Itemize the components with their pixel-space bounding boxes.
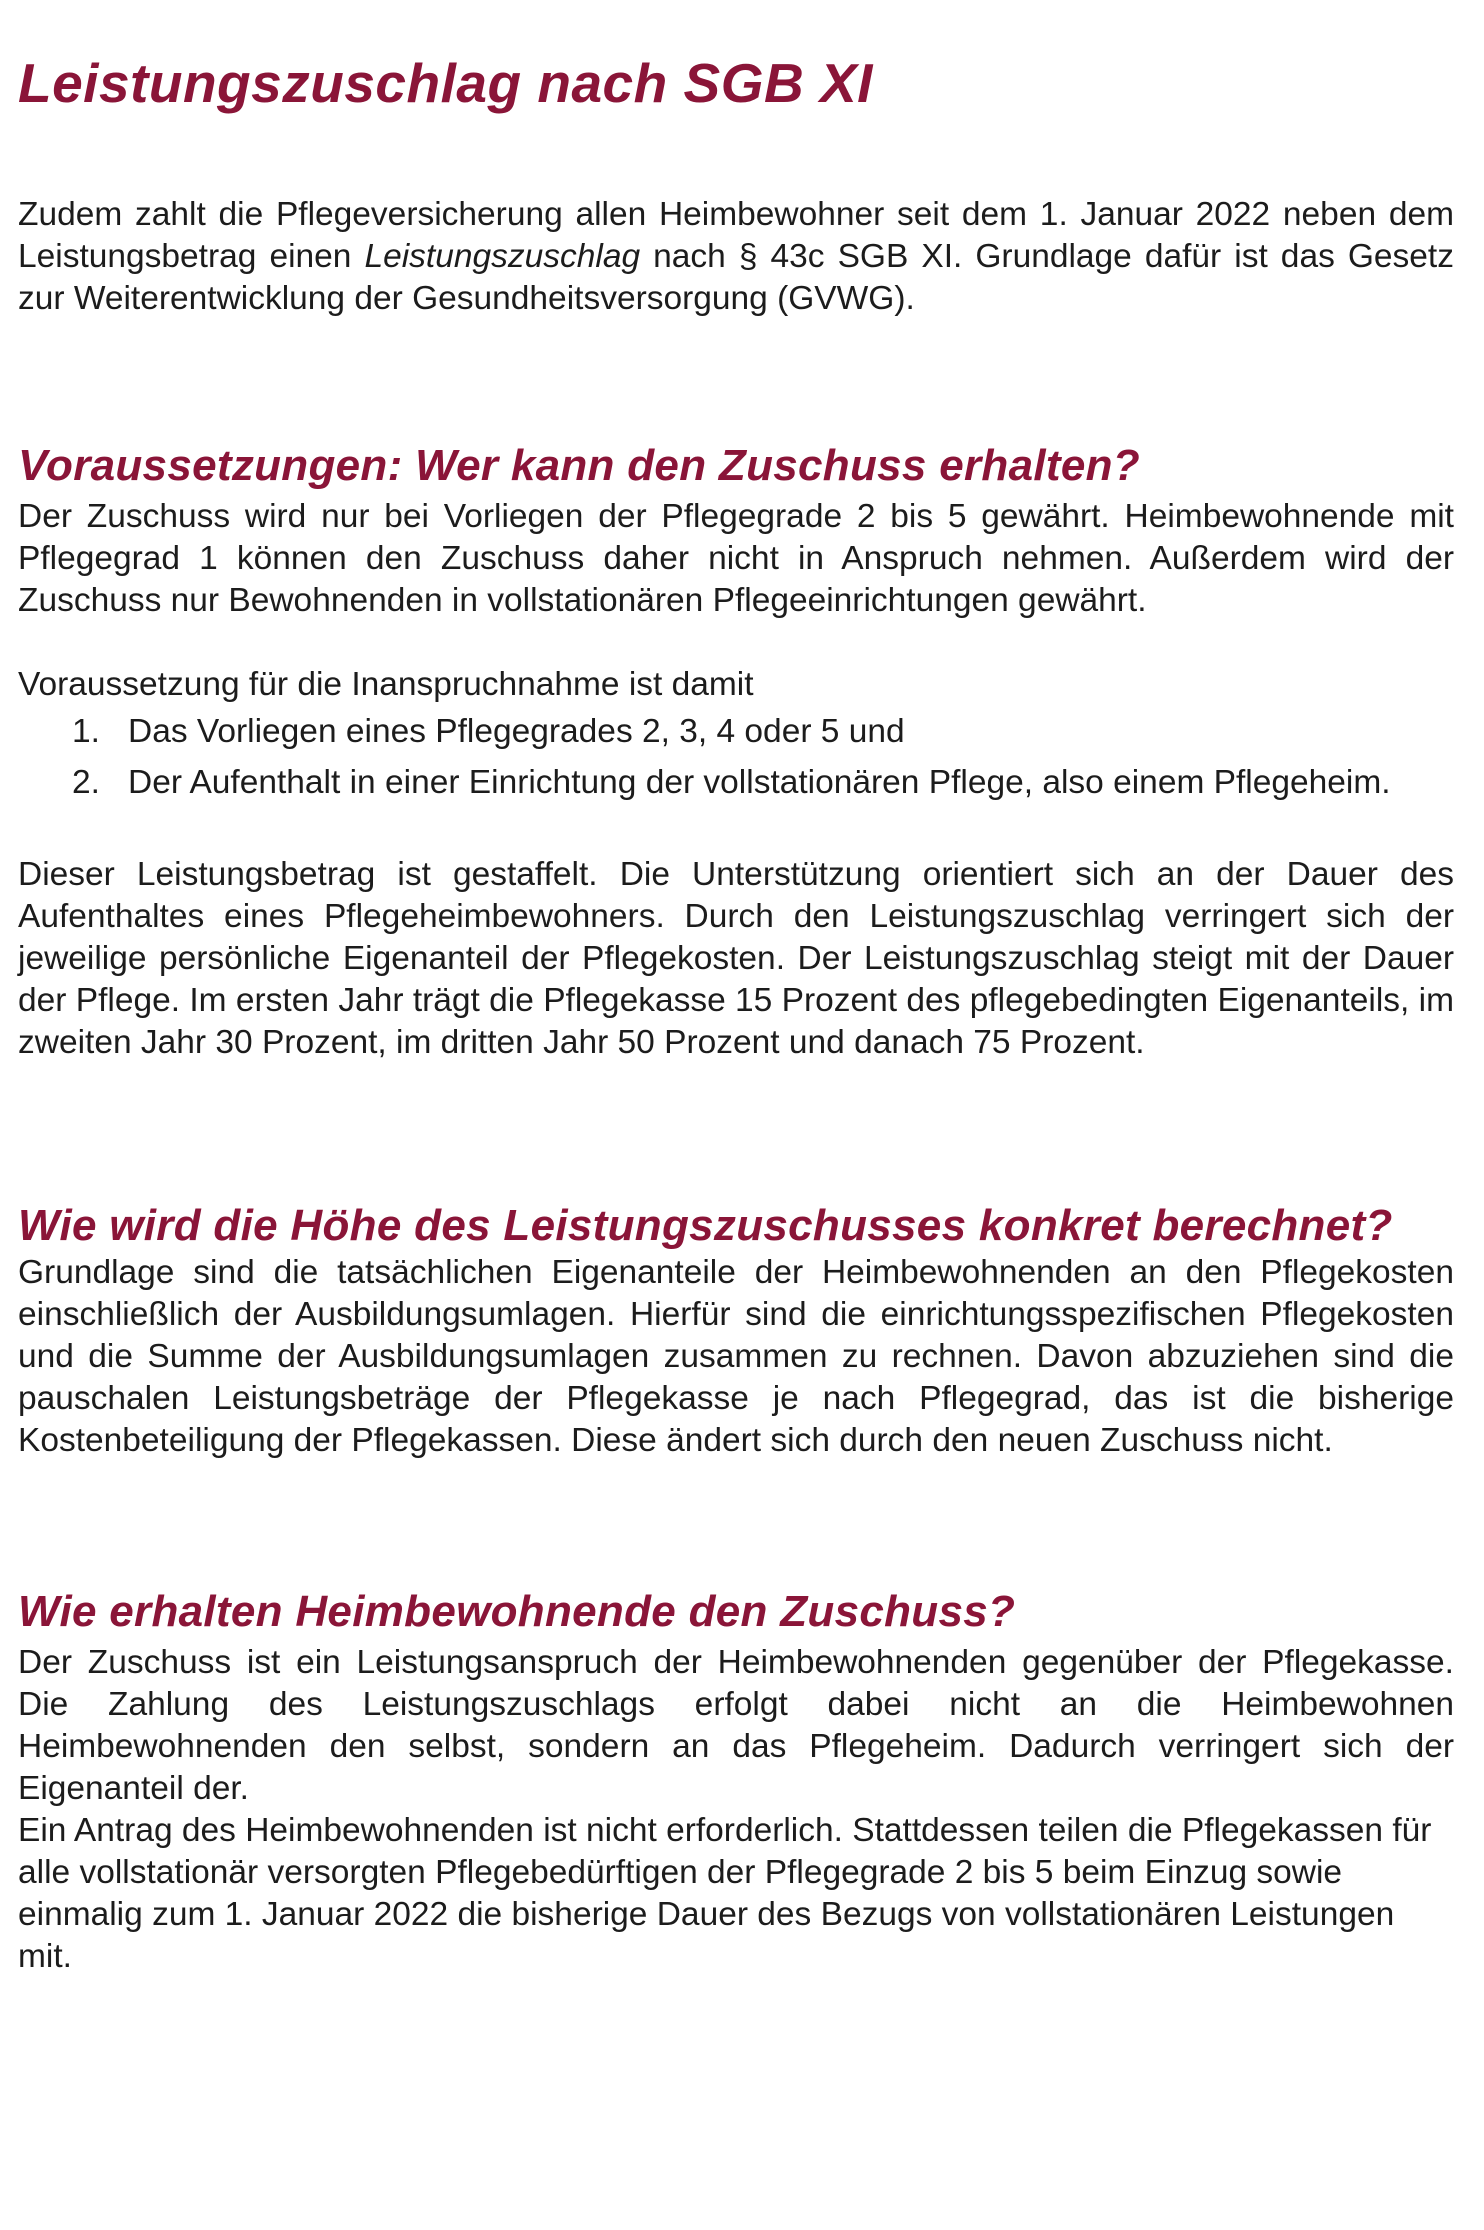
list-item-number: 2. [72, 764, 100, 801]
paragraph-hoehe: Grundlage sind die tatsächlichen Eigenanteile der Heimbewohnenden an den Pflegekosten einschließlich der Ausbildungsumlagen. Hierfür sind die einrichtungsspezifischen Pflegekosten und die Summe der Ausbildungsumlagen zusammen zu rechnen. Davon abzuziehen sind die pauschalen Leistungsbeträge der Pflegekasse je nach Pflegegrad, das ist die bisherige Kostenbeteiligung der Pflegekassen. Diese ändert sich durch den neuen Zuschuss nicht. [18, 1254, 1454, 1459]
intro-text-after: nach § 43c SGB XI. Grundlage dafür ist das Gesetz zur Weiterentwicklung der Gesundheitsversorgung (GVWG). [18, 238, 1454, 317]
intro-text-before: Zudem zahlt die Pflegeversicherung allen Heimbewohner seit dem 1. Januar 2022 neben dem Leistungsbetrag einen [18, 196, 1454, 275]
heading-hoehe: Wie wird die Höhe des Leistungszuschusses konkret berechnet? [18, 1201, 1393, 1250]
page-title: Leistungszuschlag nach SGB XI [18, 52, 873, 114]
list-item [18, 761, 1454, 805]
list-item-text: Das Vorliegen eines Pflegegrades 2, 3, 4 oder 5 und [128, 713, 905, 750]
heading-voraussetzungen: Voraussetzungen: Wer kann den Zuschuss erhalten? [18, 441, 1140, 490]
intro-paragraph [18, 194, 1454, 320]
list-item [18, 710, 1454, 754]
requirements-list [18, 710, 1454, 805]
list-item-number: 1. [72, 713, 100, 750]
document-page [18, 0, 1454, 1978]
heading-erhalten: Wie erhalten Heimbewohnende den Zuschuss? [18, 1587, 1016, 1636]
paragraph-antrag: Ein Antrag des Heimbewohnenden ist nicht erforderlich. Stattdessen teilen die Pflegekassen für alle vollstationär versorgten Pflegebedürftigen der Pflegegrade 2 bis 5 beim Einzug sowie einmalig zum 1. Januar 2022 die bisherige Dauer des Bezugs von vollstationären Leistungen mit. [18, 1812, 1432, 1975]
paragraph-voraussetzungen: Der Zuschuss wird nur bei Vorliegen der Pflegegrade 2 bis 5 gewährt. Heimbewohnende mit Pflegegrad 1 können den Zuschuss daher nicht in Anspruch nehmen. Außerdem wird der Zuschuss nur Bewohnenden in vollstationären Pflegeeinrichtungen gewährt. [18, 498, 1454, 619]
intro-emphasis: Leistungszuschlag [364, 238, 641, 275]
list-intro: Voraussetzung für die Inanspruchnahme ist damit [18, 666, 754, 703]
list-item-text: Der Aufenthalt in einer Einrichtung der vollstationären Pflege, also einem Pflegeheim. [128, 764, 1391, 801]
paragraph-staffelung: Dieser Leistungsbetrag ist gestaffelt. Die Unterstützung orientiert sich an der Dauer des Aufenthaltes eines Pflegeheimbewohners. Durch den Leistungszuschlag verringert sich der jeweilige persönliche Eigenanteil der Pflegekosten. Der Leistungszuschlag steigt mit der Dauer der Pflege. Im ersten Jahr trägt die Pflegekasse 15 Prozent des pflegebedingten Eigenanteils, im zweiten Jahr 30 Prozent, im dritten Jahr 50 Prozent und danach 75 Prozent. [18, 856, 1454, 1061]
paragraph-erhalten: Der Zuschuss ist ein Leistungsanspruch der Heimbewohnenden gegenüber der Pflegekasse. Die Zahlung des Leistungszuschlags erfolgt dabei nicht an die Heimbewohnen Heimbewohnenden den selbst, sondern an das Pflegeheim. Dadurch verringert sich der Eigenanteil der. [18, 1644, 1454, 1807]
